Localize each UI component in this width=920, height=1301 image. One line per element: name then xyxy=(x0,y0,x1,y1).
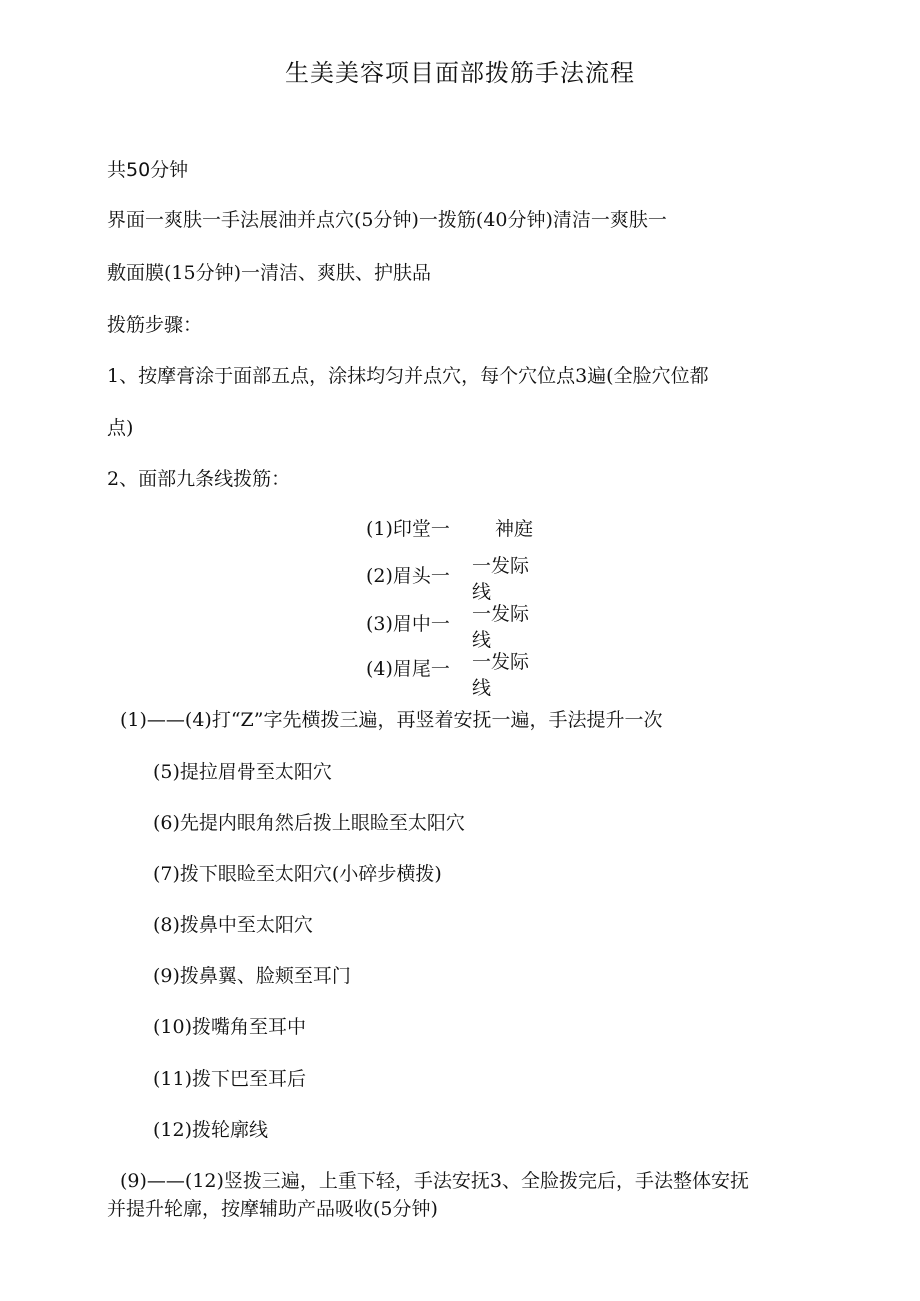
sub-step: (6)先提内眼角然后拨上眼睑至太阳穴 xyxy=(153,812,465,834)
sub-step: (12)拨轮廓线 xyxy=(153,1119,269,1141)
line-item-label: (2)眉头一 xyxy=(366,565,450,587)
sub-step: (5)提拉眉骨至太阳穴 xyxy=(153,761,332,783)
line-item-target-box xyxy=(472,601,542,651)
line-item-target-box xyxy=(472,649,542,699)
note-lines-9-12-line-1: (9)——(12)竖拨三遍，上重下轻，手法安抚3、全脸拨完后，手法整体安抚 xyxy=(120,1170,750,1192)
line-item-target: 一发际线 xyxy=(472,651,530,699)
note-lines-9-12-line-2: 并提升轮廓，按摩辅助产品吸收(5分钟) xyxy=(107,1198,438,1220)
line-item-label: (1)印堂一 xyxy=(366,518,450,540)
page-title: 生美美容项目面部拨筋手法流程 xyxy=(285,59,635,87)
flow-line-2: 敷面膜(15分钟)一清洁、爽肤、护肤品 xyxy=(107,262,432,284)
total-duration: 共50分钟 xyxy=(107,159,189,181)
sub-step: (9)拨鼻翼、脸颊至耳门 xyxy=(153,965,351,987)
note-lines-1-4: (1)——(4)打“Z”字先横拨三遍，再竖着安抚一遍，手法提升一次 xyxy=(120,709,663,731)
step1-line-2: 点) xyxy=(107,417,134,439)
line-item-label: (4)眉尾一 xyxy=(366,658,450,680)
line-item-target-box xyxy=(472,553,542,603)
line-item-target: 一发际线 xyxy=(472,603,530,651)
line-item-target: 一发际线 xyxy=(472,555,530,603)
sub-step: (7)拨下眼睑至太阳穴(小碎步横拨) xyxy=(153,863,442,885)
step1-line-1: 1、按摩膏涂于面部五点，涂抹均匀并点穴，每个穴位点3遍(全脸穴位都 xyxy=(107,365,709,387)
line-item-target: 神庭 xyxy=(495,518,534,540)
line-item-label: (3)眉中一 xyxy=(366,613,450,635)
flow-line-1: 界面一爽肤一手法展油并点穴(5分钟)一拨筋(40分钟)清洁一爽肤一 xyxy=(107,209,667,231)
sub-step: (11)拨下巴至耳后 xyxy=(153,1068,307,1090)
sub-step: (8)拨鼻中至太阳穴 xyxy=(153,914,313,936)
step2-heading: 2、面部九条线拨筋： xyxy=(107,468,291,490)
sub-step: (10)拨嘴角至耳中 xyxy=(153,1016,307,1038)
steps-heading: 拨筋步骤： xyxy=(107,314,203,336)
